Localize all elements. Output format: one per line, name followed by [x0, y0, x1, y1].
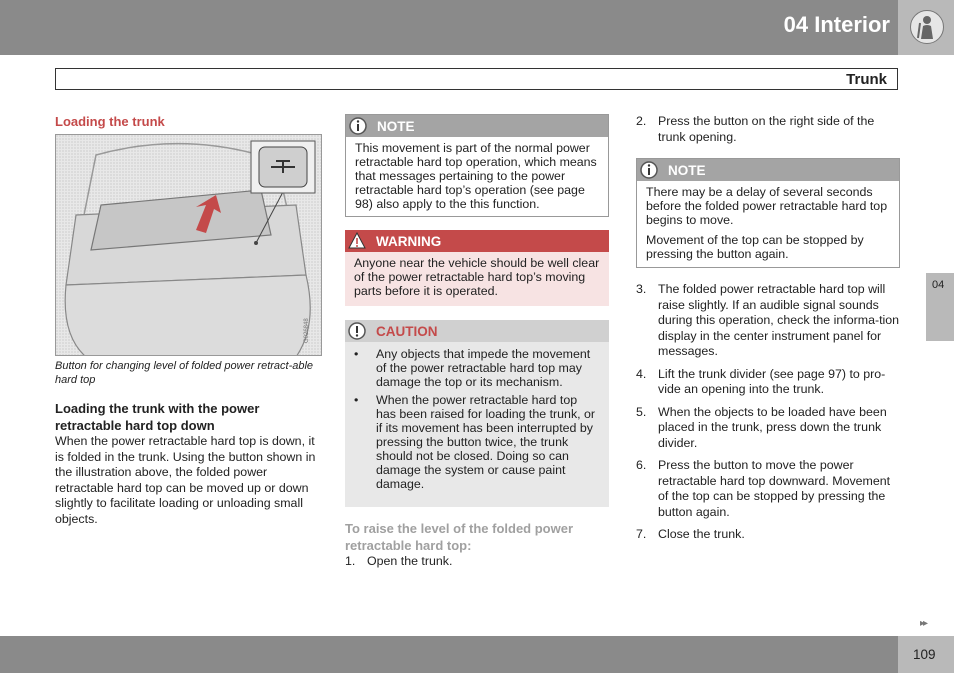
- note-box: [345, 114, 609, 217]
- info-icon: [640, 161, 658, 179]
- info-icon: [349, 117, 367, 135]
- column-3-top: [636, 114, 900, 152]
- section-bar: [55, 68, 898, 90]
- step-item: [636, 458, 900, 520]
- trunk-illustration: [55, 134, 322, 356]
- procedure: [345, 520, 609, 577]
- note-paragraph: Movement of the top can be stopped by pressing the button again.: [646, 233, 864, 261]
- note-label: NOTE: [668, 162, 706, 178]
- step-number: 5.: [636, 404, 647, 419]
- step-number: 3.: [636, 282, 647, 296]
- step-item: [636, 527, 900, 543]
- step-number: 2.: [636, 114, 647, 128]
- caution-list: [354, 347, 600, 491]
- chapter-title: 04 Interior: [783, 12, 890, 37]
- figure-caption: Button for changing level of folded power retract-able hard top: [55, 360, 314, 386]
- figure-code: G026848: [304, 318, 310, 343]
- warning-triangle-icon: [348, 232, 366, 250]
- page-number: 109: [913, 647, 936, 662]
- step-number: 4.: [636, 366, 647, 381]
- caution-item: • Any objects that impede the movement of the power retractable hard top may damage the top or its mechanism.: [354, 347, 600, 389]
- step-item: [636, 367, 900, 398]
- note-box-2: [636, 158, 900, 268]
- procedure-heading: To raise the level of the folded power retractable hard top:: [345, 521, 574, 553]
- footer-bar: [0, 636, 898, 673]
- step-text: Lift the trunk divider (see page 97) to pro-vide an opening into the trunk.: [658, 366, 886, 396]
- section-title: Trunk: [846, 71, 887, 88]
- step-number: 1.: [345, 554, 356, 568]
- caution-icon: [348, 322, 366, 340]
- step-number: 6.: [636, 458, 647, 472]
- column-3-steps: [636, 282, 900, 550]
- note-paragraph: There may be a delay of several seconds before the folded power retractable hard top begins to move.: [646, 185, 888, 227]
- warning-box: [345, 230, 609, 306]
- next-page-icon[interactable]: ▸▸: [920, 618, 927, 629]
- warning-label: WARNING: [376, 233, 442, 249]
- warning-text: Anyone near the vehicle should be well clear of the power retractable hard top’s moving parts before it is operated.: [354, 256, 600, 298]
- header-bar: [0, 0, 898, 55]
- note-header: [346, 115, 608, 137]
- step-text: When the objects to be loaded have been placed in the trunk, press down the trunk divider.: [658, 404, 887, 450]
- warning-header: [345, 230, 609, 252]
- person-seat-icon: [910, 10, 944, 44]
- caution-header: [345, 320, 609, 342]
- note-label: NOTE: [377, 118, 415, 134]
- step-item: [636, 405, 900, 452]
- note-text: This movement is part of the normal power retractable hard top operation, which means that messages pertaining to the power retractable hard top’s operation (see page 98) also apply to the this function.: [355, 141, 597, 211]
- caution-label: CAUTION: [376, 323, 438, 339]
- note-header: [637, 159, 899, 181]
- step-text: The folded power retractable hard top will raise slightly. If an audible signal sounds during this operation, check the informa-tion display in the center instrument panel for messages.: [658, 282, 900, 358]
- step-item: [345, 554, 609, 570]
- subheading: Loading the trunk with the power retractable hard top down: [55, 401, 260, 433]
- step-item: [636, 282, 900, 360]
- step-number: 7.: [636, 527, 647, 541]
- side-tab-label: 04: [932, 279, 945, 291]
- step-text: Close the trunk.: [658, 527, 745, 541]
- caution-item: • When the power retractable hard top has been raised for loading the trunk, or if its movement has been interrupted by pressing the button twice, the trunk should not be closed. Doing so can damage the system or cause paint damage.: [354, 393, 600, 491]
- chapter-side-tab[interactable]: [926, 273, 954, 341]
- step-item: [636, 114, 900, 145]
- step-text: Open the trunk.: [367, 554, 453, 568]
- column-1-text: [55, 359, 322, 527]
- section-heading: Loading the trunk: [55, 114, 165, 129]
- step-text: Press the button on the right side of the trunk opening.: [658, 114, 875, 144]
- body-paragraph: When the power retractable hard top is down, it is folded in the trunk. Using the button shown in the illustration above, the folded power retractable hard top can be moved up or down slightly to facilitate loading or unloading small objects.: [55, 434, 316, 526]
- step-text: Press the button to move the power retractable hard top downward. Movement of the top can be stopped by pressing the button again.: [658, 458, 891, 519]
- caution-box: [345, 320, 609, 507]
- column-1: [55, 114, 322, 130]
